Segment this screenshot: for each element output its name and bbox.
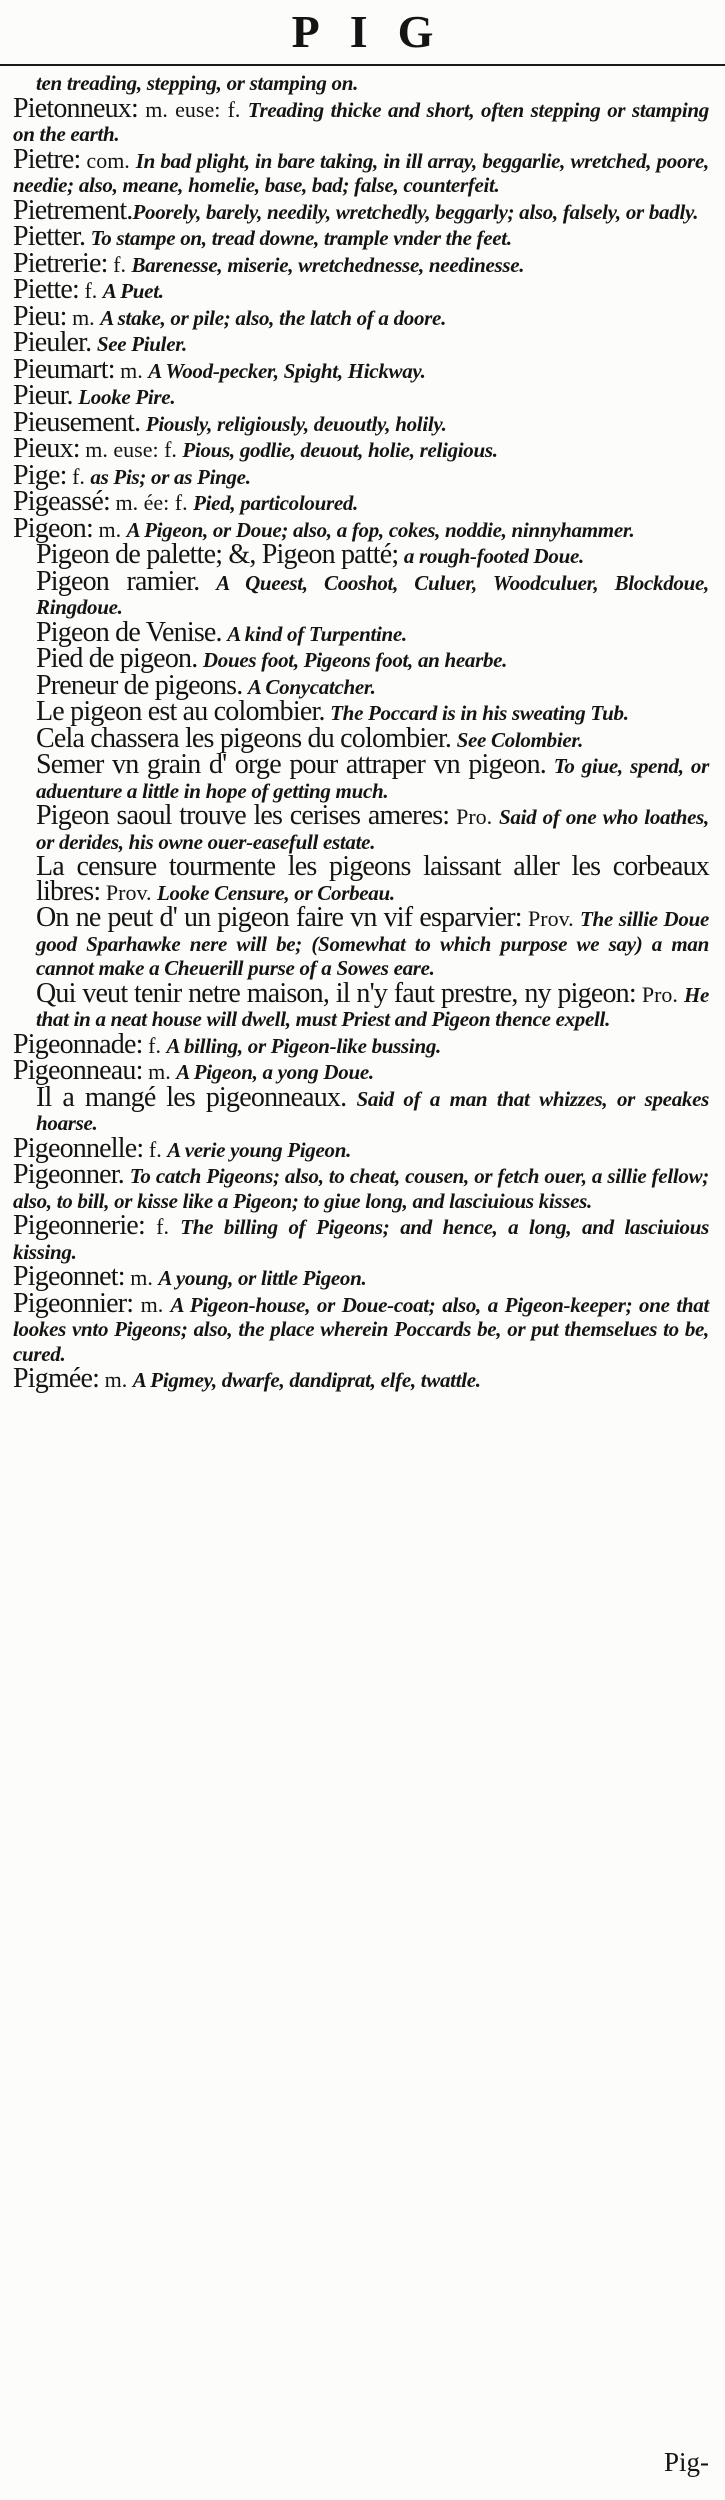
dictionary-entry [13, 406, 709, 438]
entry-grammar-label: f. [144, 1214, 181, 1239]
entry-definition: The sillie Doue good Sparhawke nere will be; (Somewhat to which purpose we say) a man cannot make a Cheuerill purse of a Sowes eare. [36, 907, 709, 980]
entry-definition: The billing of Pigeons; and hence, a long, and lasciuious kissing. [13, 1215, 709, 1264]
entry-definition: See Colombier. [456, 727, 584, 752]
entry-grammar-label [546, 753, 554, 778]
dictionary-entry [13, 977, 710, 1032]
entry-headword: Pietre: [13, 143, 81, 175]
entry-grammar-label: m. euse: f. [79, 437, 183, 462]
dictionary-entry [13, 486, 709, 517]
entry-grammar-label: f. [107, 251, 132, 277]
entry-headword: Pietter. [13, 221, 86, 252]
entry-headword: Piette: [13, 274, 79, 305]
entry-headword: Pigeon de palette; &, Pigeon patté; [36, 539, 399, 570]
dictionary-entry [13, 194, 709, 226]
entry-definition: A Queest, Cooshot, Culuer, Woodculuer, Blockdoue, Ringdoue. [36, 570, 709, 619]
entry-definition: To catch Pigeons; also, to cheat, cousen, or fetch ouer, a sillie fellow; also, to bill, or kisse like a Pigeon; to giue long, and lasciuious kisses. [13, 1164, 710, 1213]
dictionary-entry [13, 902, 709, 981]
entry-grammar-label [199, 570, 216, 595]
entry-definition: Pious, godlie, deuout, holie, religious. [182, 438, 498, 462]
entry-definition: To giue, spend, or aduenture a little in hope of getting much. [36, 754, 709, 803]
entry-grammar-label: Pro. [449, 804, 500, 829]
entry-definition: A Conycatcher. [247, 674, 376, 699]
dictionary-entry [13, 1287, 709, 1367]
entry-headword: Qui veut tenir netre maison, il n'y faut prestre, ny pigeon: [36, 977, 636, 1009]
entry-headword: Pigeonner. [13, 1159, 124, 1190]
entry-headword: Pigeonnet: [13, 1261, 125, 1292]
entry-grammar-label: m. [92, 516, 127, 542]
entry-grammar-label: Prov. [521, 906, 581, 931]
entry-headword: Pieux: [13, 433, 80, 464]
entry-headword: Semer vn grain d' orge pour attraper vn pigeon. [36, 749, 546, 780]
entry-headword: Pigeon saoul trouve les cerises ameres: [36, 800, 450, 831]
dictionary-entry [13, 851, 709, 907]
dictionary-entry [13, 1210, 709, 1264]
entry-definition: See Piuler. [96, 332, 187, 356]
entry-definition: Treading thicke and short, often stepping or stamping on the earth. [13, 97, 709, 146]
dictionary-entry [13, 800, 709, 854]
entry-headword: Cela chassera les pigeons du colombier. [36, 722, 452, 754]
entry-headword: Pige: [13, 459, 67, 491]
entry-headword: Pigeonnerie: [13, 1210, 145, 1241]
entry-headword: Pigeonnelle: [13, 1132, 144, 1164]
entry-headword: Pieumart: [13, 353, 115, 385]
entry-headword: Pieusement. [13, 406, 141, 438]
entry-definition: A Wood-pecker, Spight, Hickway. [148, 358, 426, 383]
entry-grammar-label [346, 1086, 356, 1111]
entry-definition: ten treading, stepping, or stamping on. [36, 71, 359, 95]
entry-headword: Pigeonnier: [13, 1287, 134, 1319]
entry-grammar-label: m. [133, 1291, 171, 1317]
entry-headword: Pieu: [13, 300, 67, 332]
entry-grammar-label: m. euse: f. [137, 96, 248, 122]
dictionary-entry [13, 433, 709, 464]
entry-grammar-label: m. [99, 1367, 133, 1392]
page-title: PIG [291, 6, 464, 57]
entry-grammar-label: f. [143, 1136, 168, 1162]
entry-grammar-label: m. [114, 357, 149, 383]
entry-definition: Said of a man that whizzes, or speakes hoarse. [36, 1086, 710, 1135]
entry-headword: Pieuler. [13, 327, 92, 358]
entry-grammar-label: Prov. [100, 879, 158, 905]
dictionary-entry [13, 247, 709, 279]
dictionary-entry [13, 92, 709, 147]
entry-definition: Looke Censure, or Corbeau. [157, 880, 395, 905]
entry-grammar-label: m. [66, 304, 101, 330]
entry-definition: A Pigeon, a yong Doue. [176, 1060, 374, 1084]
entry-definition: A stake, or pile; also, the latch of a doore. [100, 305, 447, 330]
entry-definition: In bad plight, in bare taking, in ill array, beggarlie, wretched, poore, needie; also, meane, homelie, base, bad; false, counterfeit. [13, 148, 709, 197]
entry-headword: Pieur. [13, 380, 73, 411]
entry-definition: Pied, particoloured. [193, 491, 359, 515]
entry-definition: A kind of Turpentine. [227, 621, 407, 646]
entry-headword: Pigeon ramier. [36, 565, 200, 597]
entry-definition: as Pis; or as Pinge. [90, 464, 251, 489]
entry-headword: Preneur de pigeons. [36, 669, 243, 701]
entry-definition: To stampe on, tread downe, trample vnder the feet. [90, 226, 512, 250]
entry-headword: Pied de pigeon. [36, 643, 198, 674]
entry-definition: Said of one who loathes, or derides, his owne ouer-easefull estate. [36, 805, 709, 854]
dictionary-entry [13, 749, 709, 803]
entry-grammar-label: Pro. [635, 981, 684, 1007]
entry-definition: Doues foot, Pigeons foot, an hearbe. [202, 648, 508, 672]
entry-definition: a rough-footed Doue. [403, 544, 584, 568]
entry-headword: Pigeon de Venise. [36, 616, 222, 648]
entry-headword: Pigmée: [13, 1363, 100, 1394]
entry-headword: Pietonneux: [13, 92, 138, 124]
entry-headword: Pigeonneau: [13, 1055, 143, 1086]
entry-definition: Piously, religiously, deuoutly, holily. [145, 411, 447, 436]
entry-definition: A Pigeon-house, or Doue-coat; also, a Pigeon-keeper; one that lookes vnto Pigeons; also, the place wherein Poccards be, or put themselues to be, cured. [13, 1292, 709, 1366]
entry-grammar-label: f. [142, 1032, 167, 1058]
entry-definition: Poorely, barely, needily, wretchedly, beggarly; also, falsely, or badly. [132, 199, 699, 224]
dictionary-entry [13, 221, 709, 252]
entry-definition: A Pigmey, dwarfe, dandiprat, elfe, twattle. [132, 1368, 481, 1392]
entry-headword: Il a mangé les pigeonneaux. [36, 1081, 347, 1113]
entry-grammar-label: f. [78, 278, 103, 303]
entry-grammar-label: m. [124, 1265, 159, 1290]
dictionary-entry [13, 565, 709, 620]
entry-grammar-label: com. [80, 147, 136, 173]
dictionary-entry [13, 274, 709, 305]
entry-definition: A billing, or Pigeon-like bussing. [166, 1033, 441, 1058]
entry-definition: He that in a neat house will dwell, must Priest and Pigeon thence expell. [36, 982, 710, 1031]
entry-definition: A young, or little Pigeon. [158, 1266, 367, 1290]
entry-headword: Le pigeon est au colombier. [36, 696, 325, 727]
dictionary-entry [13, 1363, 709, 1394]
entry-definition: A Pigeon, or Doue; also, a fop, cokes, noddie, ninnyhammer. [126, 517, 635, 542]
entry-headword: Pigeonnade: [13, 1028, 143, 1060]
dictionary-entry [13, 1159, 710, 1213]
entry-definition: A verie young Pigeon. [167, 1137, 352, 1162]
entry-headword: Pietrement. [13, 194, 133, 226]
dictionary-entry [13, 1081, 710, 1136]
header-rule [0, 64, 725, 66]
entry-grammar-label: m. ée: f. [110, 490, 194, 515]
page-header [0, 0, 725, 66]
entry-headword: Pigeon: [13, 512, 93, 544]
entry-headword: Pietrerie: [13, 247, 108, 279]
entry-definition: Looke Pire. [78, 385, 176, 409]
entry-definition: A Puet. [102, 279, 164, 303]
entry-definition: Barenesse, miserie, wretchednesse, needinesse. [131, 252, 525, 277]
dictionary-entry [13, 327, 709, 358]
dictionary-entry [13, 300, 709, 332]
entry-grammar-label: f. [66, 463, 91, 489]
catchword: Pig- [663, 2447, 709, 2477]
entry-headword: Pigeassé: [13, 486, 111, 517]
entry-definition: The Poccard is in his sweating Tub. [330, 701, 629, 725]
entry-headword: La censure tourmente les pigeons laissant aller les corbeaux libres: [36, 851, 709, 907]
entry-grammar-label: m. [142, 1059, 177, 1084]
dictionary-entry [13, 353, 709, 385]
entry-headword: On ne peut d' un pigeon faire vn vif esparvier: [36, 902, 522, 933]
dictionary-entry [13, 143, 709, 198]
dictionary-entries [13, 70, 709, 1394]
dictionary-entry [13, 459, 709, 491]
